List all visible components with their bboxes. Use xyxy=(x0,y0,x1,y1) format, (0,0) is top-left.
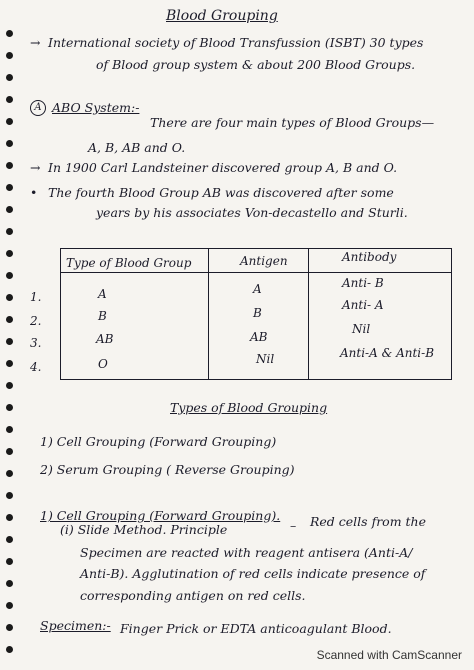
table-cell-antibody: Nil xyxy=(352,322,371,336)
abo-line-2: A, B, AB and O. xyxy=(88,140,186,155)
abo-line-5: years by his associates Von-decastello and Sturli. xyxy=(96,205,408,220)
table-cell-antibody: Anti- A xyxy=(342,298,384,312)
table-cell-antigen: B xyxy=(253,306,262,320)
table-header-antigen: Antigen xyxy=(240,254,288,268)
table-cell-antigen: A xyxy=(253,282,262,296)
table-cell-type: B xyxy=(98,309,107,323)
table-header-antibody: Antibody xyxy=(342,250,397,264)
table-cell-antigen: Nil xyxy=(256,352,275,366)
principle-line-2: Specimen are reacted with reagent antisera (Anti-A/ xyxy=(80,545,413,560)
abo-line-1: There are four main types of Blood Groups— xyxy=(150,115,435,130)
table-cell-antibody: Anti-A & Anti-B xyxy=(340,346,435,360)
table-header-type: Type of Blood Group xyxy=(66,256,192,270)
table-cell-type: O xyxy=(98,357,108,371)
cell-grouping-heading: 1) Cell Grouping (Forward Grouping). xyxy=(40,508,281,523)
notebook-spiral xyxy=(6,0,20,670)
table-header-divider xyxy=(60,272,452,273)
scanner-watermark: Scanned with CamScanner xyxy=(316,648,462,662)
page-title: Blood Grouping xyxy=(166,8,278,24)
intro-line-2: of Blood group system & about 200 Blood Groups. xyxy=(96,57,416,72)
abo-line-4: The fourth Blood Group AB was discovered after some xyxy=(48,185,394,200)
types-item-2: 2) Serum Grouping ( Reverse Grouping) xyxy=(40,462,295,477)
table-row-num: 4. xyxy=(30,360,42,374)
table-col-divider-2 xyxy=(308,248,309,380)
principle-line-4: corresponding antigen on red cells. xyxy=(80,588,306,603)
table-cell-type: AB xyxy=(96,332,114,346)
types-item-1: 1) Cell Grouping (Forward Grouping) xyxy=(40,434,277,449)
types-heading: Types of Blood Grouping xyxy=(170,400,328,415)
principle-line-1: Red cells from the xyxy=(310,514,426,529)
table-row-num: 3. xyxy=(30,336,42,350)
dash-mark: – xyxy=(290,518,297,533)
slide-method-subheading: (i) Slide Method. Principle xyxy=(60,522,228,537)
abo-line-3: In 1900 Carl Landsteiner discovered group A, B and O. xyxy=(48,160,398,175)
arrow-icon: → xyxy=(30,160,41,175)
abo-circle-marker: A xyxy=(30,100,46,116)
principle-line-3: Anti-B). Agglutination of red cells indicate presence of xyxy=(80,566,426,581)
abo-heading: ABO System:- xyxy=(52,100,140,115)
bullet-icon: • xyxy=(30,185,38,200)
intro-line-1: International society of Blood Transfussion (ISBT) 30 types xyxy=(48,35,424,50)
specimen-text: Finger Prick or EDTA anticoagulant Blood. xyxy=(120,621,392,636)
table-row-num: 2. xyxy=(30,314,42,328)
table-cell-antigen: AB xyxy=(250,330,268,344)
intro-bullet-icon: → xyxy=(30,35,41,50)
specimen-label: Specimen:- xyxy=(40,618,111,633)
table-cell-type: A xyxy=(98,287,107,301)
table-col-divider-1 xyxy=(208,248,209,380)
table-cell-antibody: Anti- B xyxy=(342,276,384,290)
table-row-num: 1. xyxy=(30,290,42,304)
